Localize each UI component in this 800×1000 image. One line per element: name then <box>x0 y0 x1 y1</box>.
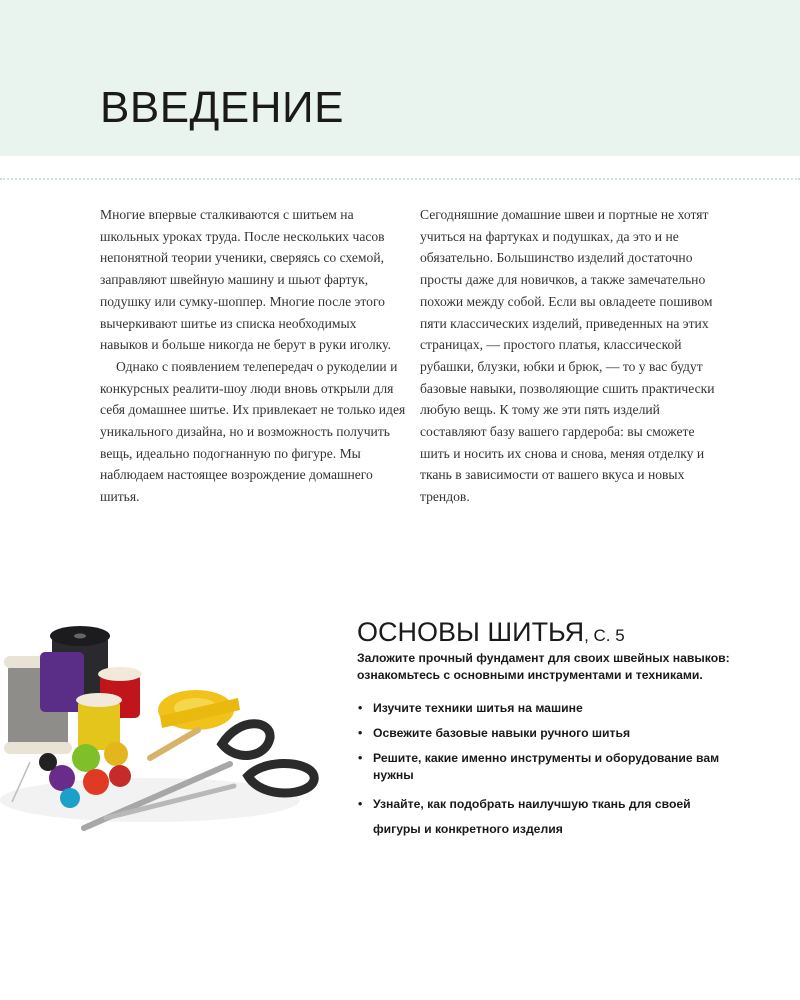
intro-paragraph: Многие впервые сталкиваются с шитьем на школьных уроках труда. После нескольких часов непонятной теории ученики, сверяясь со схемой, заправляют швейную машину и шьют фартук, подушку или сумку-шоппер. Многие после этого вычеркивают шитье из списка необходимых навыков и больше никогда не берут в руки иголку. <box>100 207 391 353</box>
intro-right-column <box>420 204 726 508</box>
bullet-text: Узнайте, как подобрать наилучшую ткань для своей фигуры и конкретного изделия <box>373 797 691 836</box>
bullet-item <box>357 725 737 742</box>
bullet-text: Решите, какие именно инструменты и оборудование вам нужны <box>373 751 720 782</box>
intro-left-column <box>100 204 406 508</box>
sewing-basics-section <box>357 616 737 850</box>
bullet-item <box>357 700 737 717</box>
bullet-item <box>357 792 737 842</box>
bullet-icon: • <box>358 797 363 811</box>
section-bullet-list <box>357 700 737 842</box>
sewing-supplies-illustration <box>0 612 336 844</box>
bullet-icon: • <box>358 701 363 715</box>
section-intro: Заложите прочный фундамент для своих швейных навыков: ознакомьтесь с основными инструментами и техниками. <box>357 651 730 682</box>
bullet-text: Изучите техники шитья на машине <box>373 701 583 715</box>
bullet-item <box>357 750 737 784</box>
dotted-divider <box>0 178 800 180</box>
bullet-icon: • <box>358 751 363 765</box>
bullet-icon: • <box>358 726 363 740</box>
page-title: ВВЕДЕНИЕ <box>100 83 344 132</box>
section-page-reference: , С. 5 <box>584 626 625 645</box>
section-title: ОСНОВЫ ШИТЬЯ <box>357 617 585 647</box>
intro-paragraph: Однако с появлением телепередач о рукоделии и конкурсных реалити-шоу люди вновь открыли для себя домашнее шитье. Их привлекает не только идея уникального дизайна, но и возможность получить вещь, идеально подогнанную по фигуре. Мы наблюдаем настоящее возрождение домашнего шитья. <box>100 358 406 505</box>
intro-paragraph: Сегодняшние домашние швеи и портные не хотят учиться на фартуках и подушках, да это и не обязательно. Большинство изделий достаточно просты даже для новичков, а также замечательно похожи между собой. Если вы овладеете пошивом пяти классических изделий, приведенных на этих страницах, — простого платья, классической рубашки, блузки, юбки и брюк, — то у вас будут базовые навыки, позволяющие сшить практически любую вещь. К тому же эти пять изделий составляют базу вашего гардероба: вы сможете шить и носить их снова и снова, меняя отделку и ткань в зависимости от вашего вкуса и новых трендов. <box>420 207 715 505</box>
section-heading <box>357 616 737 648</box>
bullet-text: Освежите базовые навыки ручного шитья <box>373 726 631 740</box>
